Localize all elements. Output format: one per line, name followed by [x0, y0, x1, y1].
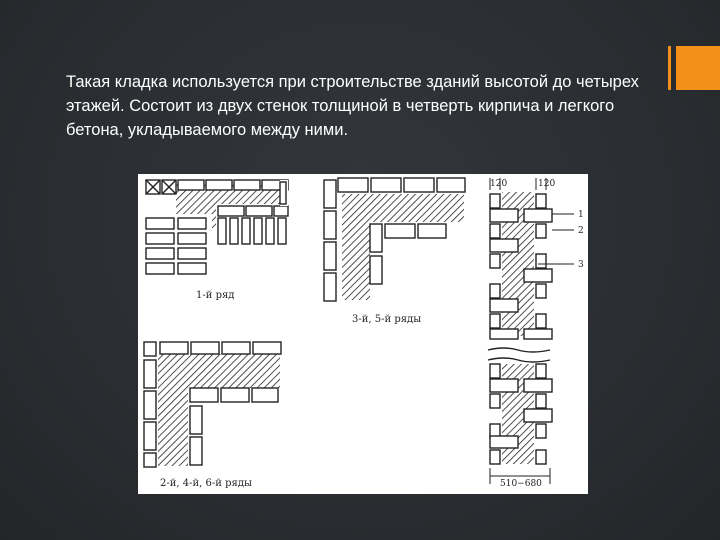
diagram-wall-section [488, 178, 574, 484]
label-rows246: 2-й, 4-й, 6-й ряды [160, 478, 252, 489]
masonry-diagram [138, 174, 588, 494]
dim-right: 120 [538, 179, 556, 189]
accent-bar-thick [676, 46, 720, 90]
slide-body-text: Такая кладка используется при строительстве зданий высотой до четырех этажей. Состоит из двух стенок толщиной в четверть кирпича и легкого бетона, укладываемого между ними. [66, 73, 639, 139]
callout-2: 2 [578, 226, 584, 236]
diagram-rows35 [324, 178, 465, 301]
callout-3: 3 [578, 260, 584, 270]
label-rows35: 3-й, 5-й ряды [352, 314, 422, 325]
dim-left: 120 [490, 179, 508, 189]
diagram-row1 [146, 180, 288, 274]
diagram-rows246 [144, 342, 281, 467]
label-row1: 1-й ряд [196, 290, 235, 301]
callout-1: 1 [578, 210, 584, 220]
accent-bar-thin [668, 46, 671, 90]
dim-bottom: 510−680 [500, 479, 542, 489]
